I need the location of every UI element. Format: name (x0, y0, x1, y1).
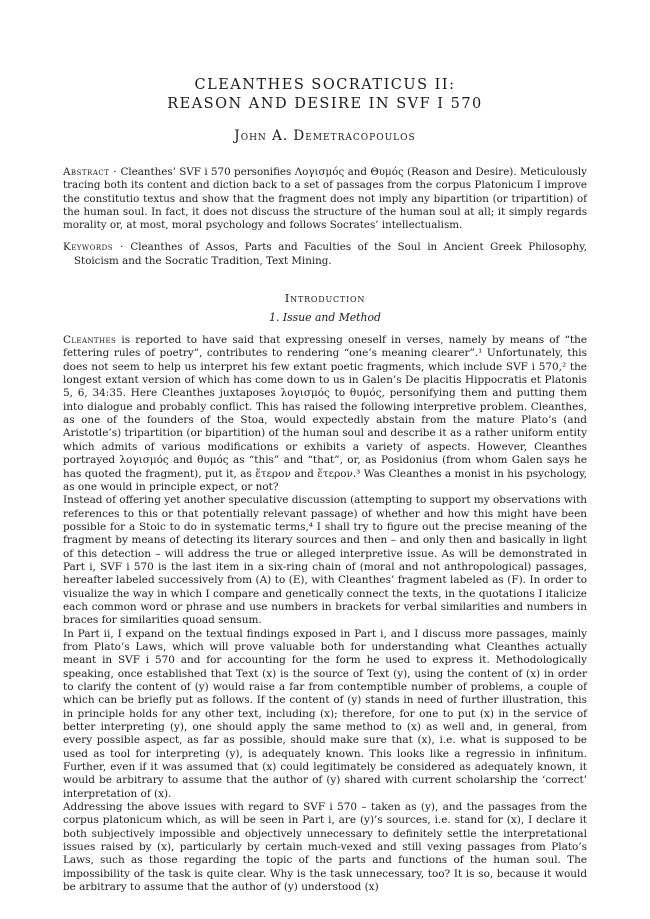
paragraph-text: Addressing the above issues with regard to SVF i 570 – taken as (y), and the passages from the corpus platonicum which, as will be seen in Part i, are (y)’s sources, i.e. stand for (x), I declare it both subjectively impossible and objectively unnecessary to definitely settle the interpretational issues raised by (x), particularly by certain much-vexed and still vexing passages from Plato’s Laws, such as those regarding the topic of the parts and functions of the human soul. The impossibility of the task is quite clear. Why is the task unnecessary, too? It is so, because it would be arbitrary to assume that the author of (y) understood (x) (63, 801, 587, 894)
body-text (63, 334, 587, 894)
abstract (63, 166, 587, 232)
paragraph-lead: Cleanthes (63, 334, 117, 347)
paragraph-text: Instead of offering yet another speculative discussion (attempting to support my observations with references to this or that potentially relevant passage) of whether and how this might have been possible for a Stoic to do in systematic terms,⁴ I shall try to figure out the precise meaning of the fragment by means of detecting its literary sources and then – and only then and basically in light of this detection – will address the true or alleged interpretive issue. As will be demonstrated in Part i, SVF i 570 is the last item in a six-ring chain of (moral and not anthropological) passages, hereafter labeled successively from (A) to (E), with Cleanthes’ fragment labeled as (F). In order to visualize the way in which I compare and genetically connect the texts, in the quotations I italicize each common word or phrase and use numbers in brackets for verbal similarities and numbers in braces for similarities quoad sensum. (63, 494, 587, 627)
abstract-text: Cleanthes’ SVF i 570 personifies Λογισμός and Θυμός (Reason and Desire). Meticulously tracing both its content and diction back to a set of passages from the corpus Platonicum I improve the constitutio textus and show that the fragment does not imply any bipartition (or tripartition) of the human soul. In fact, it does not discuss the structure of the human soul at all; it simply regards morality or, at most, moral psychology and follows Socrates’ intellectualism. (63, 166, 587, 232)
keywords-text: Cleanthes of Assos, Parts and Faculties of the Soul in Ancient Greek Philosophy, Stoicism and the Socratic Tradition, Text Mining. (74, 241, 587, 267)
paragraph (63, 494, 587, 627)
title-line-1: CLEANTHES SOCRATICUS II: (194, 77, 456, 93)
paragraph (63, 628, 587, 801)
paragraph-text: is reported to have said that expressing oneself in verses, namely by means of “the fettering rules of poetry”, contributes to rendering “one’s meaning clearer”.¹ Unfortunately, this does not seem to help us interpret his few extant poetic fragments, which include SVF i 570,² the longest extant version of which has come down to us in Galen’s De placitis Hippocratis et Platonis 5, 6, 34:35. Here Cleanthes juxtaposes λογισμός to θυμός, personifying them and putting them into dialogue and probably conflict. This has raised the following interpretive problem. Cleanthes, as one of the founders of the Stoa, would expectedly abstain from the mature Plato’s (and Aristotle’s) tripartition (or bipartition) of the human soul and describe it as a rather uniform entity which admits of various modifications or exhibits a variety of aspects. However, Cleanthes portrayed λογισμός and θυμός as “this” and “that”, or, as Posidonius (from whom Galen says he has quoted the fragment), put it, as ἕτερον and ἕτερον.³ Was Cleanthes a monist in his psychology, as one would in principle expect, or not? (63, 334, 587, 493)
paragraph (63, 334, 587, 494)
keywords-label: Keywords · (63, 241, 124, 254)
title-line-2: REASON AND DESIRE IN SVF I 570 (167, 96, 483, 112)
author-name: John A. Demetracopoulos (234, 128, 416, 144)
paragraph (63, 801, 587, 894)
abstract-label: Abstract · (63, 166, 118, 178)
keywords (63, 241, 587, 268)
subsection-title: 1. Issue and Method (269, 311, 381, 325)
section-title: Introduction (284, 291, 366, 306)
paragraph-text: In Part ii, I expand on the textual findings exposed in Part i, and I discuss more passages, mainly from Plato’s Laws, which will prove valuable both for understanding what Cleanthes actually meant in SVF i 570 and for accounting for the form he used to express it. Methodologically speaking, once established that Text (x) is the source of Text (y), using the content of (x) in order to clarify the content of (y) would raise a far from contemptible number of problems, a couple of which can be briefly put as follows. If the content of (y) stands in need of further illustration, this in principle holds for any other text, including (x); therefore, for one to put (x) in the service of better interpreting (y), one should apply the same method to (x) as well and, in general, from every possible aspect, as far as possible, should make sure that (x), i.e. what is supposed to be used as tool for interpreting (y), is adequately known. This looks like a regressio in infinitum. Further, even if it was assumed that (x) could legitimately be considered as adequately known, it would be arbitrary to assume that the author of (y) shared with current scholarship the ‘correct’ interpretation of (x). (63, 627, 587, 800)
title-block (63, 76, 587, 114)
